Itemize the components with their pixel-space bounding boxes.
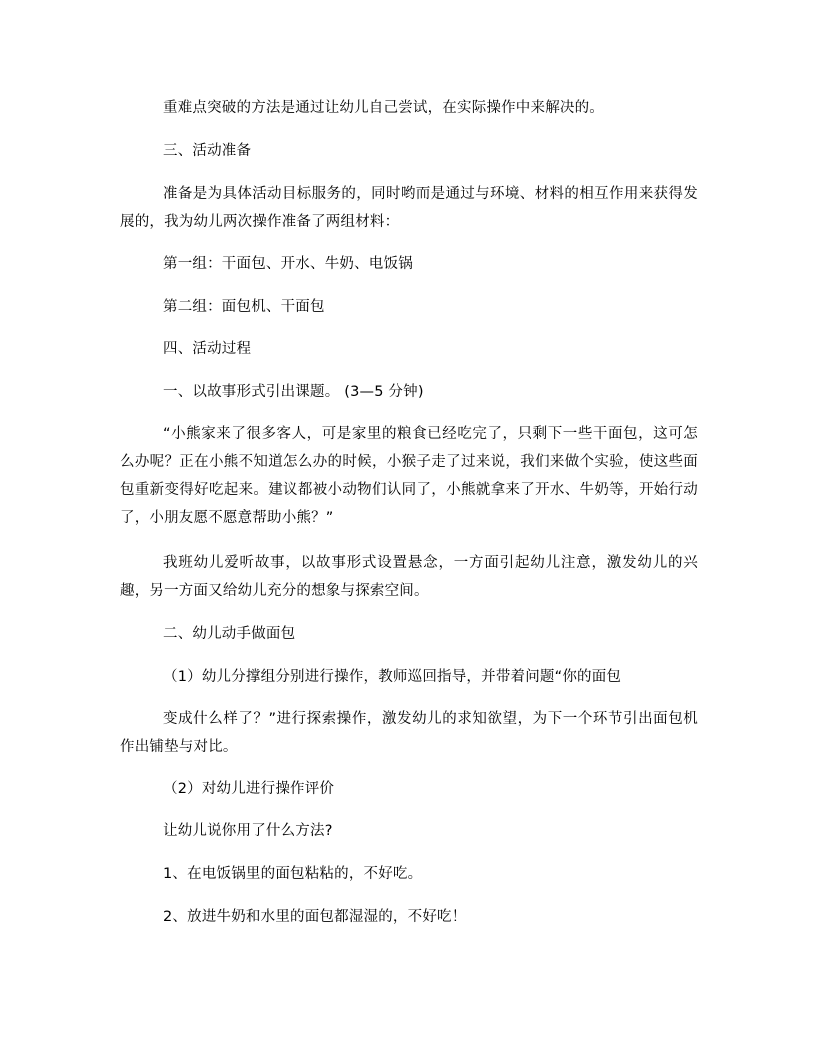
paragraph-story-quote: “小熊家来了很多客人，可是家里的粮食已经吃完了，只剩下一些干面包，这可怎么办呢？正在小熊不知道怎么办的时候，小猴子走了过来说，我们来做个实验，使这些面包重新变得好吃起来。建议都被小动物们认同了，小熊就拿来了开水、牛奶等，开始行动了，小朋友愿不愿意帮助小熊？” — [120, 426, 698, 526]
heading-activity-preparation: 三、活动准备 — [163, 143, 252, 159]
list-item-step-two: （2）对幼儿进行操作评价 — [163, 781, 335, 797]
list-item-milk-water-result: 2、放进牛奶和水里的面包都湿湿的，不好吃！ — [163, 909, 467, 925]
subheading-story-intro: 一、以故事形式引出课题。 (3—5 分钟) — [163, 384, 424, 400]
paragraph-ask-method: 让幼儿说你用了什么方法? — [163, 823, 333, 839]
paragraph-preparation-description: 准备是为具体活动目标服务的，同时哟而是通过与环境、材料的相互作用来获得发展的，我为幼儿两次操作准备了两组材料： — [120, 186, 698, 230]
paragraph-story-reason: 我班幼儿爱听故事，以故事形式设置悬念，一方面引起幼儿注意，激发幼儿的兴趣，另一方面又给幼儿充分的想象与探索空间。 — [120, 555, 698, 599]
heading-activity-process: 四、活动过程 — [163, 341, 252, 357]
list-item-rice-cooker-result: 1、在电饭锅里的面包粘粘的，不好吃。 — [163, 866, 423, 882]
list-item-step-one: （1）幼儿分撑组分别进行操作，教师巡回指导，并带着问题“你的面包 — [163, 669, 622, 685]
subheading-hands-on-bread: 二、幼儿动手做面包 — [163, 626, 296, 642]
list-item-group-one: 第一组：干面包、开水、牛奶、电饭锅 — [163, 256, 413, 272]
paragraph-step-one-continued: 变成什么样了？”进行探索操作，激发幼儿的求知欲望，为下一个环节引出面包机作出铺垫与对比。 — [120, 711, 698, 755]
list-item-group-two: 第二组：面包机、干面包 — [163, 299, 325, 315]
paragraph-difficulty-method: 重难点突破的方法是通过让幼儿自己尝试，在实际操作中来解决的。 — [163, 100, 604, 116]
